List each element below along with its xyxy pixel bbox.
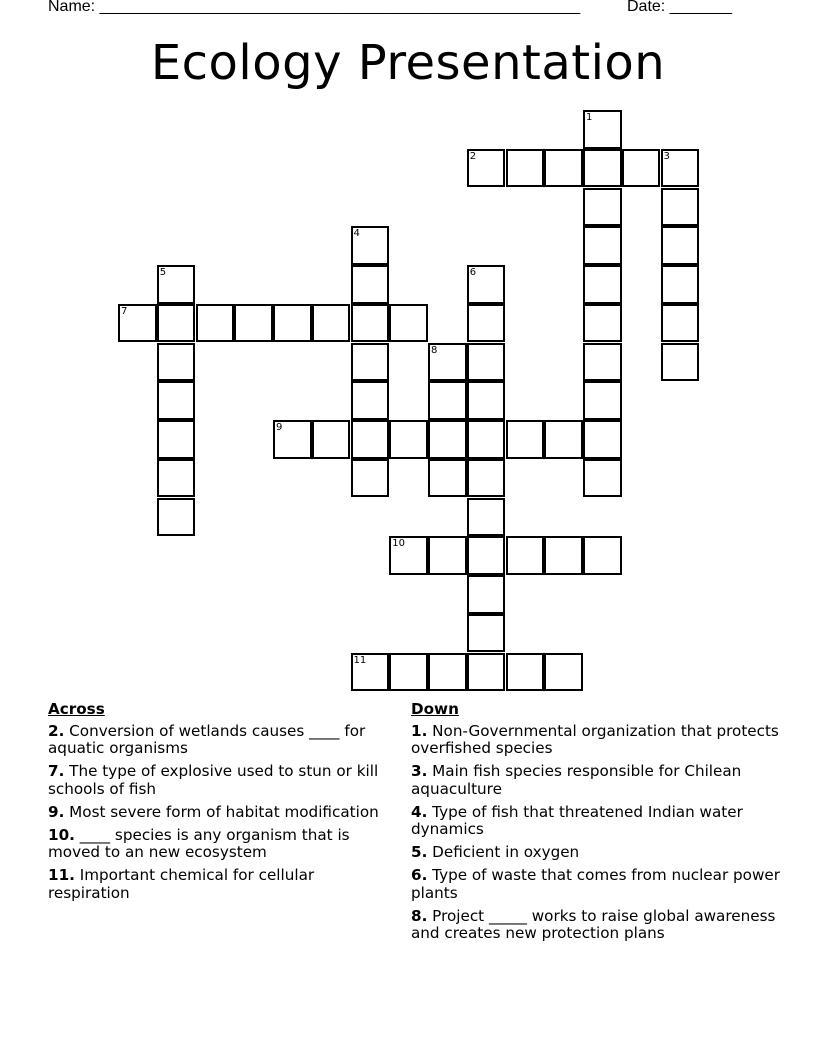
down-clue: [411, 763, 781, 798]
name-field-label: Name: ______________________________________________________: [48, 0, 581, 15]
crossword-cell[interactable]: [661, 304, 700, 343]
date-field-label: Date: _______: [627, 0, 732, 15]
crossword-cell[interactable]: [583, 459, 622, 498]
crossword-cell[interactable]: [583, 304, 622, 343]
crossword-cell[interactable]: [544, 653, 583, 692]
crossword-cell[interactable]: [351, 420, 390, 459]
across-clue: [48, 827, 393, 862]
cell-number: 11: [353, 654, 367, 666]
clue-text: Deficient in oxygen: [432, 843, 580, 861]
crossword-cell[interactable]: [661, 188, 700, 227]
clue-number: 5.: [411, 843, 428, 861]
clue-text: Conversion of wetlands causes ____ for aquatic organisms: [48, 721, 366, 757]
across-clue: [48, 804, 393, 822]
crossword-cell[interactable]: [467, 381, 506, 420]
crossword-cell[interactable]: [351, 265, 390, 304]
crossword-cell[interactable]: [544, 420, 583, 459]
down-clue: [411, 723, 781, 758]
crossword-cell[interactable]: [312, 420, 351, 459]
clue-text: Important chemical for cellular respiration: [48, 866, 315, 902]
crossword-cell[interactable]: [428, 381, 467, 420]
clue-text: Type of fish that threatened Indian water dynamics: [411, 802, 743, 838]
clue-text: The type of explosive used to stun or kill schools of fish: [48, 762, 379, 798]
clue-number: 2.: [48, 721, 65, 740]
crossword-cell[interactable]: [467, 265, 506, 304]
crossword-cell[interactable]: [157, 498, 196, 537]
crossword-cell[interactable]: [428, 536, 467, 575]
crossword-cell[interactable]: [661, 149, 700, 188]
clue-number: 9.: [48, 802, 65, 821]
crossword-cell[interactable]: [467, 304, 506, 343]
crossword-cell[interactable]: [583, 265, 622, 304]
crossword-cell[interactable]: [661, 265, 700, 304]
clue-text: Non-Governmental organization that protects overfished species: [411, 721, 779, 757]
page-title: Ecology Presentation: [150, 35, 666, 91]
down-clue: [411, 844, 781, 862]
across-clue: [48, 867, 393, 902]
crossword-cell[interactable]: [544, 536, 583, 575]
crossword-cell[interactable]: [351, 226, 390, 265]
crossword-cell[interactable]: [428, 343, 467, 382]
crossword-cell[interactable]: [467, 149, 506, 188]
clue-number: 10.: [48, 825, 75, 844]
across-clues: [48, 701, 393, 908]
crossword-cell[interactable]: [389, 536, 428, 575]
across-heading: Across: [48, 700, 105, 718]
clue-number: 8.: [411, 906, 428, 925]
down-clues: [411, 701, 781, 948]
down-clue: [411, 908, 781, 943]
cell-number: 6: [469, 267, 477, 278]
crossword-cell[interactable]: [428, 420, 467, 459]
down-clue: [411, 867, 781, 902]
crossword-cell[interactable]: [273, 420, 312, 459]
clue-text: Main fish species responsible for Chilean aquaculture: [411, 762, 742, 798]
crossword-cell[interactable]: [506, 420, 545, 459]
crossword-cell[interactable]: [583, 226, 622, 265]
crossword-cell[interactable]: [544, 149, 583, 188]
clue-text: Most severe form of habitat modification: [69, 802, 379, 821]
crossword-cell[interactable]: [467, 653, 506, 692]
crossword-cell[interactable]: [583, 420, 622, 459]
crossword-cell[interactable]: [351, 381, 390, 420]
crossword-cell[interactable]: [157, 304, 196, 343]
crossword-cell[interactable]: [118, 304, 157, 343]
clue-number: 4.: [411, 802, 428, 821]
across-clue: [48, 723, 393, 758]
crossword-cell[interactable]: [467, 343, 506, 382]
crossword-cell[interactable]: [622, 149, 661, 188]
cell-number: 5: [159, 267, 167, 278]
cell-number: 7: [121, 305, 128, 317]
crossword-cell[interactable]: [428, 653, 467, 692]
crossword-cell[interactable]: [389, 653, 428, 692]
clue-text: Project _____ works to raise global awareness and creates new protection plans: [411, 906, 776, 942]
crossword-cell[interactable]: [389, 420, 428, 459]
crossword-cell[interactable]: [157, 265, 196, 304]
crossword-cell[interactable]: [583, 343, 622, 382]
cell-number: 10: [392, 538, 405, 550]
across-clue: [48, 763, 393, 798]
crossword-cell[interactable]: [157, 459, 196, 498]
crossword-cell[interactable]: [157, 381, 196, 420]
crossword-cell[interactable]: [583, 188, 622, 227]
crossword-cell[interactable]: [467, 536, 506, 575]
clue-number: 3.: [411, 762, 428, 780]
crossword-cell[interactable]: [467, 614, 506, 653]
crossword-cell[interactable]: [157, 420, 196, 459]
crossword-cell[interactable]: [467, 459, 506, 498]
crossword-cell[interactable]: [467, 420, 506, 459]
crossword-cell[interactable]: [234, 304, 273, 343]
clue-text: Type of waste that comes from nuclear power plants: [411, 866, 780, 902]
clue-number: 7.: [48, 762, 65, 780]
cell-number: 2: [469, 150, 477, 162]
crossword-cell[interactable]: [661, 343, 700, 382]
cell-number: 4: [353, 228, 360, 240]
crossword-cell[interactable]: [351, 343, 390, 382]
cell-number: 8: [431, 344, 438, 356]
crossword-cell[interactable]: [351, 304, 390, 343]
crossword-cell[interactable]: [351, 653, 390, 692]
crossword-cell[interactable]: [506, 536, 545, 575]
cell-number: 9: [276, 422, 283, 433]
crossword-cell[interactable]: [583, 381, 622, 420]
crossword-cell[interactable]: [506, 149, 545, 188]
crossword-cell[interactable]: [661, 226, 700, 265]
crossword-cell[interactable]: [157, 343, 196, 382]
cell-number: 1: [586, 112, 593, 123]
cell-number: 3: [663, 150, 670, 162]
crossword-cell[interactable]: [196, 304, 235, 343]
crossword-cell[interactable]: [467, 498, 506, 537]
crossword-cell[interactable]: [583, 536, 622, 575]
crossword-cell[interactable]: [467, 575, 506, 614]
crossword-cell[interactable]: [583, 149, 622, 188]
clue-number: 6.: [411, 866, 428, 884]
down-clue: [411, 804, 781, 839]
crossword-cell[interactable]: [389, 304, 428, 343]
crossword-cell[interactable]: [351, 459, 390, 498]
crossword-cell[interactable]: [312, 304, 351, 343]
clue-number: 1.: [411, 721, 428, 740]
crossword-cell[interactable]: [428, 459, 467, 498]
clue-text: ____ species is any organism that is moved to an new ecosystem: [48, 825, 350, 861]
crossword-cell[interactable]: [506, 653, 545, 692]
clue-number: 11.: [48, 866, 75, 884]
crossword-cell[interactable]: [583, 110, 622, 149]
down-heading: Down: [411, 700, 459, 718]
crossword-cell[interactable]: [273, 304, 312, 343]
